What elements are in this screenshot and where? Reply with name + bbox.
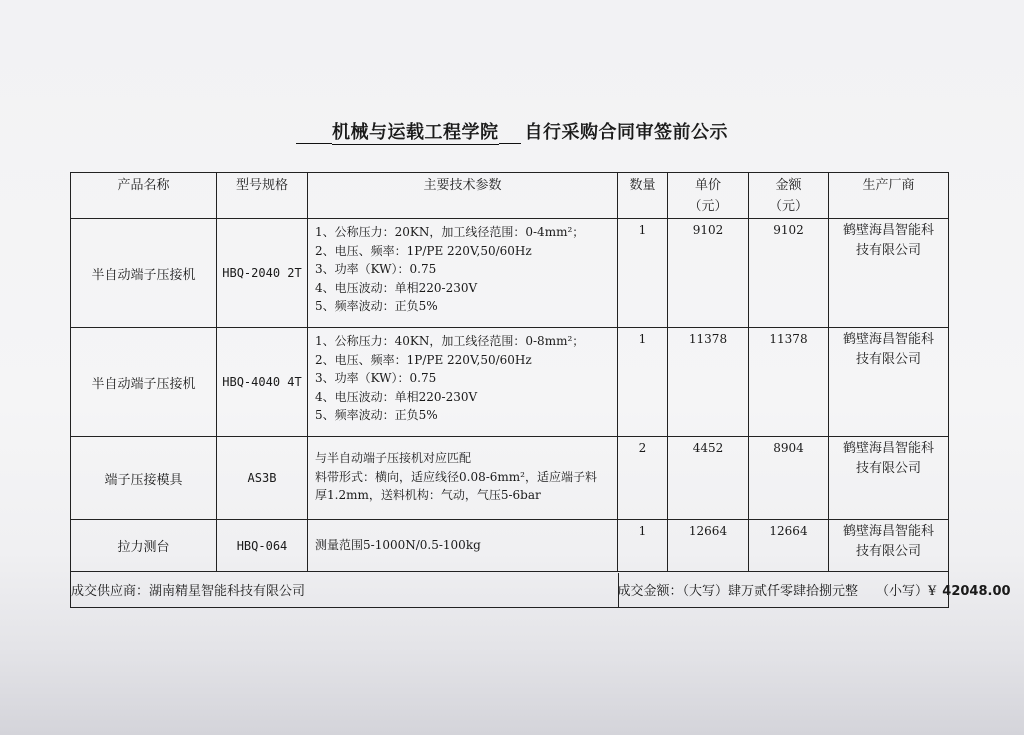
small-amount-label: （小写）¥ — [876, 584, 937, 599]
spec-line: 厚1.2mm，送料机构：气动，气压5-6bar — [315, 488, 541, 502]
spec-line: 3、功率（KW）：0.75 — [315, 262, 437, 276]
supplier-text: 成交供应商：湖南精星智能科技有限公司 — [71, 584, 306, 599]
spec-line: 1、公称压力：20KN，加工线径范围：0-4mm²； — [315, 225, 585, 239]
spec-line: 1、公称压力：40KN，加工线径范围：0-8mm²； — [315, 334, 585, 348]
cell-unit-price: 12664 — [668, 520, 749, 572]
table-row — [71, 437, 949, 520]
cell-spec — [308, 328, 618, 437]
header-manufacturer: 生产厂商 — [829, 173, 949, 219]
title-underline-right — [499, 125, 521, 144]
header-spec: 主要技术参数 — [308, 173, 618, 219]
manufacturer-line: 鹤壁海昌智能科 — [842, 441, 934, 456]
cell-spec — [308, 219, 618, 328]
table-header-row — [71, 173, 949, 219]
header-model: 型号规格 — [217, 173, 308, 219]
manufacturer-line: 技有限公司 — [855, 243, 921, 258]
table-row — [71, 219, 949, 328]
cell-unit-price: 4452 — [668, 437, 749, 520]
title-underline-left — [296, 125, 332, 144]
cell-manufacturer — [829, 520, 949, 572]
cell-amount: 12664 — [749, 520, 829, 572]
cell-model: HBQ-064 — [217, 520, 308, 572]
cell-qty: 1 — [618, 520, 668, 572]
spec-line: 测量范围5-1000N/0.5-100kg — [315, 538, 481, 553]
cell-unit-price: 11378 — [668, 328, 749, 437]
table-footer-row — [71, 572, 949, 608]
cell-amount: 11378 — [749, 328, 829, 437]
spec-line: 5、频率波动：正负5% — [315, 408, 438, 422]
cell-name: 端子压接模具 — [71, 437, 217, 520]
total-amount-label: 成交金额：（大写）肆万贰仟零肆拾捌元整 — [617, 584, 859, 599]
spec-line: 料带形式：横向，适应线径0.08-6mm²，适应端子料 — [315, 469, 597, 484]
spec-line: 与半自动端子压接机对应匹配 — [315, 451, 472, 465]
table-row — [71, 328, 949, 437]
cell-name: 半自动端子压接机 — [71, 328, 217, 437]
cell-qty: 1 — [618, 219, 668, 328]
header-name: 产品名称 — [71, 173, 217, 219]
cell-manufacturer — [829, 219, 949, 328]
total-amount-value: 42048.00 — [942, 584, 1011, 599]
cell-manufacturer — [829, 328, 949, 437]
cell-spec — [308, 437, 618, 520]
table-row — [71, 520, 949, 572]
cell-spec — [308, 520, 618, 572]
cell-name: 拉力测台 — [71, 520, 217, 572]
header-unit-price — [668, 173, 749, 219]
header-amount-label: 金额 — [775, 178, 802, 193]
cell-name: 半自动端子压接机 — [71, 219, 217, 328]
spec-line: 2、电压、频率：1P/PE 220V,50/60Hz — [315, 352, 532, 367]
cell-manufacturer — [829, 437, 949, 520]
header-qty: 数量 — [618, 173, 668, 219]
amount-cell — [617, 572, 1011, 608]
document-title — [0, 118, 1024, 144]
header-amount-unit: （元） — [768, 199, 808, 214]
title-text: 自行采购合同审签前公示 — [524, 122, 728, 143]
header-unit-price-label: 单价 — [694, 178, 721, 193]
manufacturer-line: 技有限公司 — [855, 352, 921, 367]
cell-qty: 1 — [618, 328, 668, 437]
header-amount — [749, 173, 829, 219]
cell-model: HBQ-2040 2T — [217, 219, 308, 328]
cell-amount: 8904 — [749, 437, 829, 520]
manufacturer-line: 技有限公司 — [855, 461, 921, 476]
manufacturer-line: 鹤壁海昌智能科 — [842, 223, 934, 238]
manufacturer-line: 技有限公司 — [855, 544, 921, 559]
header-unit-price-unit: （元） — [688, 199, 728, 214]
manufacturer-line: 鹤壁海昌智能科 — [842, 524, 934, 539]
spec-line: 2、电压、频率：1P/PE 220V,50/60Hz — [315, 243, 532, 258]
cell-model: AS3B — [217, 437, 308, 520]
cell-model: HBQ-4040 4T — [217, 328, 308, 437]
cell-unit-price: 9102 — [668, 219, 749, 328]
spec-line: 3、功率（KW）：0.75 — [315, 371, 437, 385]
spec-line: 5、频率波动：正负5% — [315, 299, 438, 313]
cell-qty: 2 — [618, 437, 668, 520]
supplier-cell — [71, 572, 618, 608]
manufacturer-line: 鹤壁海昌智能科 — [842, 332, 934, 347]
cell-amount: 9102 — [749, 219, 829, 328]
college-name: 机械与运载工程学院 — [332, 122, 499, 143]
procurement-table — [70, 172, 1011, 608]
spec-line: 4、电压波动：单相220-230V — [315, 389, 478, 404]
spec-line: 4、电压波动：单相220-230V — [315, 280, 478, 295]
